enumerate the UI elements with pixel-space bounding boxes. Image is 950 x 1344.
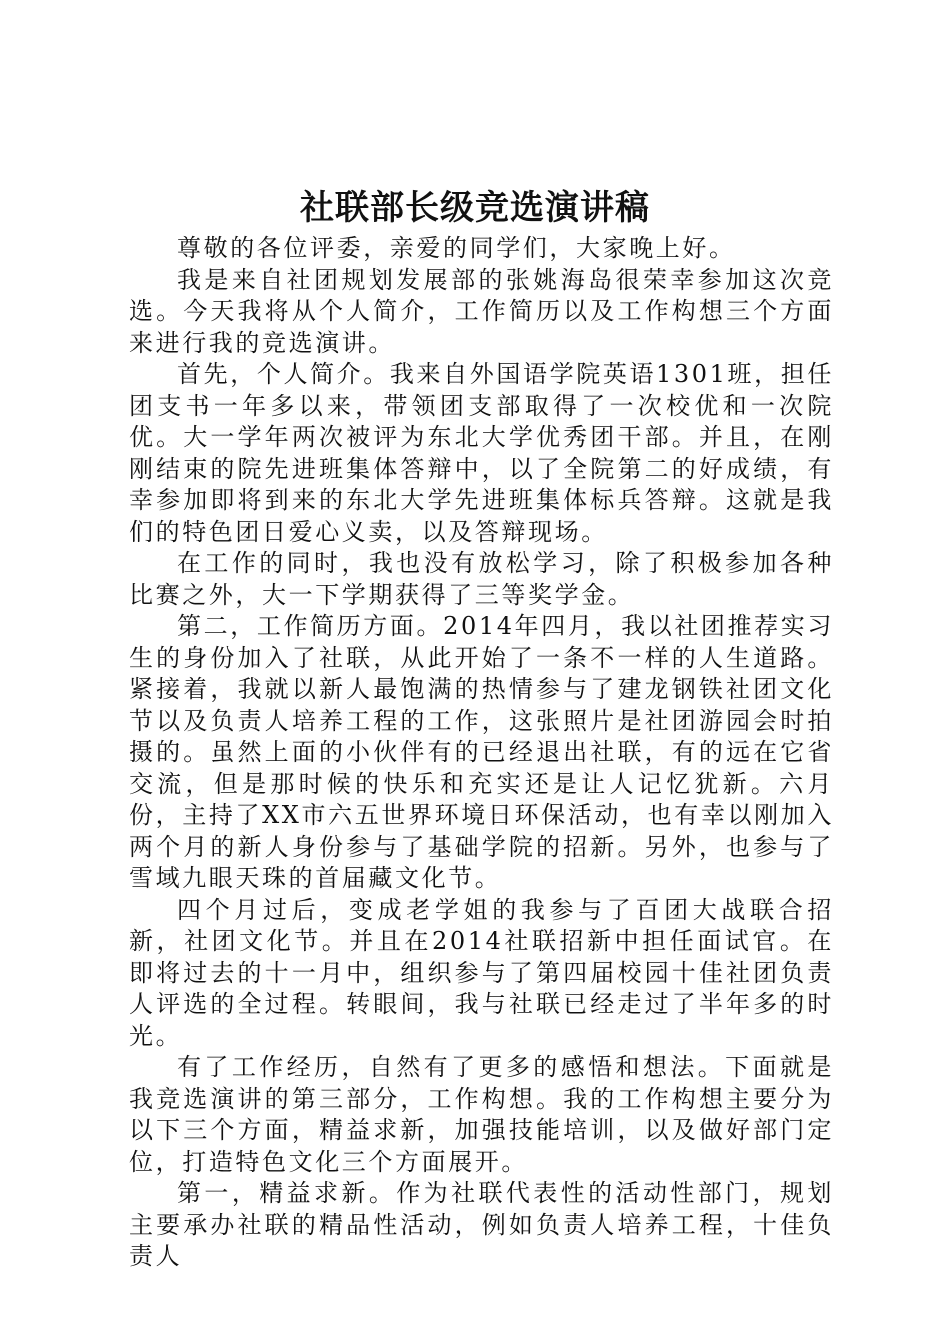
paragraph-plan-first: 第一，精益求新。作为社联代表性的活动性部门，规划主要承办社联的精品性活动，例如负责人培养工程，十佳负责人 bbox=[129, 1179, 834, 1270]
document-body bbox=[129, 233, 834, 1273]
paragraph-introduction: 我是来自社团规划发展部的张姚海岛很荣幸参加这次竞选。今天我将从个人简介，工作简历以及工作构想三个方面来进行我的竞选演讲。 bbox=[129, 265, 834, 357]
paragraph-personal-profile: 首先，个人简介。我来自外国语学院英语1301班，担任团支书一年多以来，带领团支部取得了一次校优和一次院优。大一学年两次被评为东北大学优秀团干部。并且，在刚刚结束的院先进班集体答辩中，以了全院第二的好成绩，有幸参加即将到来的东北大学先进班集体标兵答辩。这就是我们的特色团日爱心义卖，以及答辩现场。 bbox=[129, 360, 834, 546]
paragraph-greeting: 尊敬的各位评委，亲爱的同学们，大家晚上好。 bbox=[177, 234, 736, 262]
paragraph-work-history: 第二，工作简历方面。2014年四月，我以社团推荐实习生的身份加入了社联，从此开始了一条不一样的人生道路。紧接着，我就以新人最饱满的热情参与了建龙钢铁社团文化节以及负责人培养工程的工作，这张照片是社团游园会时拍摄的。虽然上面的小伙伴有的已经退出社联，有的远在它省交流，但是那时候的快乐和充实还是让人记忆犹新。六月份，主持了XX市六五世界环境日环保活动，也有幸以刚加入两个月的新人身份参与了基础学院的招新。另外，也参与了雪域九眼天珠的首届藏文化节。 bbox=[129, 612, 834, 892]
paragraph-study: 在工作的同时，我也没有放松学习，除了积极参加各种比赛之外，大一下学期获得了三等奖学金。 bbox=[129, 549, 834, 609]
paragraph-recent-work: 四个月过后，变成老学姐的我参与了百团大战联合招新，社团文化节。并且在2014社联招新中担任面试官。在即将过去的十一月中，组织参与了第四届校园十佳社团负责人评选的全过程。转眼间，我与社联已经走过了半年多的时光。 bbox=[129, 895, 834, 1050]
paragraph-work-plan: 有了工作经历，自然有了更多的感悟和想法。下面就是我竞选演讲的第三部分，工作构想。我的工作构想主要分为以下三个方面，精益求新，加强技能培训，以及做好部门定位，打造特色文化三个方面展开。 bbox=[129, 1053, 834, 1176]
document-title: 社联部长级竞选演讲稿 bbox=[300, 188, 650, 228]
